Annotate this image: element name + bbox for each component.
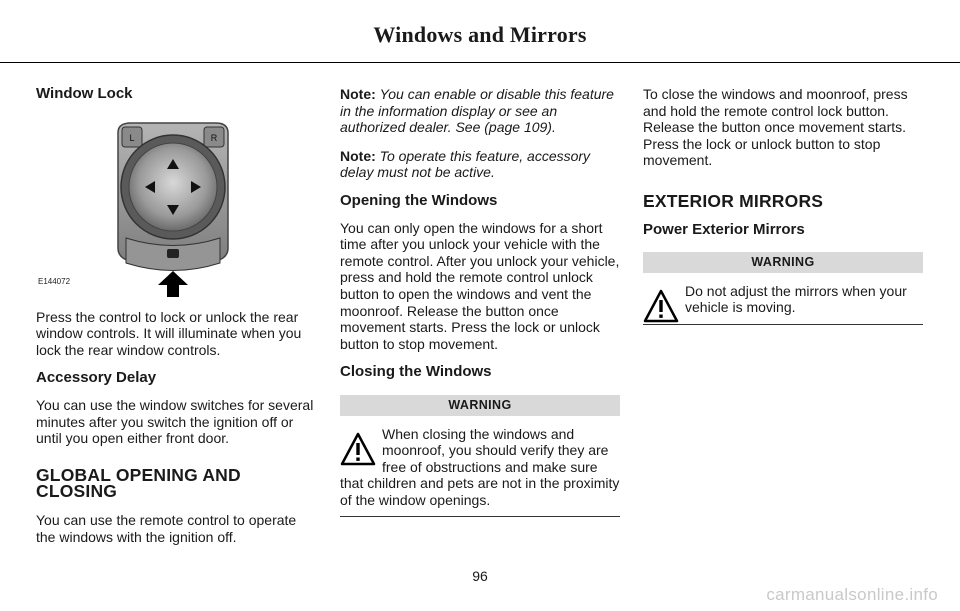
watermark: carmanualsonline.info: [766, 585, 938, 604]
warning-body: [643, 283, 923, 316]
opening-windows-heading: Opening the Windows: [340, 191, 498, 209]
warning-body: [340, 426, 620, 509]
closing-windows-heading: Closing the Windows: [340, 363, 492, 381]
header-divider: [0, 62, 960, 63]
page-title: Windows and Mirrors: [373, 22, 587, 47]
column-left: [36, 86, 316, 557]
warning-triangle-icon: [340, 432, 376, 466]
accessory-delay-text: You can use the window switches for several minutes after you switch the ignition off or until you open either front door.: [36, 396, 314, 447]
window-lock-text: Press the control to lock or unlock the rear window controls. It will illuminate when you lock the rear window controls.: [36, 308, 302, 358]
accessory-delay-heading: Accessory Delay: [36, 369, 157, 387]
exterior-mirrors-heading: EXTERIOR MIRRORS: [643, 190, 824, 211]
warning-triangle-icon: [643, 289, 679, 323]
page-number: 96: [472, 568, 488, 584]
note-1-label: Note:: [340, 86, 376, 102]
mirror-control-illustration: [36, 113, 316, 297]
power-mirrors-heading: Power Exterior Mirrors: [643, 220, 805, 238]
note-1: [340, 86, 620, 136]
note-1-text: You can enable or disable this feature in the information display or see an authorized dealer. See (page 109).: [340, 86, 614, 136]
opening-windows-text: You can only open the windows for a short time after you unlock your vehicle with the remote control. After you unlock your vehicle, press and hold the remote control unlock button to open the windows and vent the moonroof. Release the button once movement starts. Press the lock or unlock button to stop movement.: [340, 219, 620, 352]
warning-box-mirrors: [643, 252, 923, 325]
warning-box-closing: [340, 395, 620, 518]
mirror-control-figure: [36, 113, 316, 297]
figure-code: E144072: [38, 277, 71, 286]
svg-text:R: R: [210, 132, 218, 143]
global-opening-heading: GLOBAL OPENING AND CLOSING: [36, 464, 241, 502]
column-middle: [340, 86, 620, 517]
note-2-label: Note:: [340, 147, 376, 164]
svg-text:L: L: [129, 132, 135, 143]
global-opening-text: You can use the remote control to operate the windows with the ignition off.: [36, 511, 297, 545]
warning-header: WARNING: [340, 395, 620, 416]
warning-header: WARNING: [643, 252, 923, 273]
window-lock-heading: Window Lock: [36, 85, 133, 102]
note-2-text: To operate this feature, accessory delay must not be active.: [340, 147, 591, 181]
note-2: [340, 148, 620, 181]
close-windows-text: To close the windows and moonroof, press and hold the remote control lock button. Release the button once movement starts. Press the lock or unlock button to stop movement.: [643, 86, 908, 169]
warning-text: When closing the windows and moonroof, you should verify they are free of obstructions and make sure that children and pets are not in the proximity of the window openings.: [340, 425, 620, 508]
column-right: [643, 86, 923, 325]
warning-text: Do not adjust the mirrors when your vehicle is moving.: [685, 282, 907, 316]
